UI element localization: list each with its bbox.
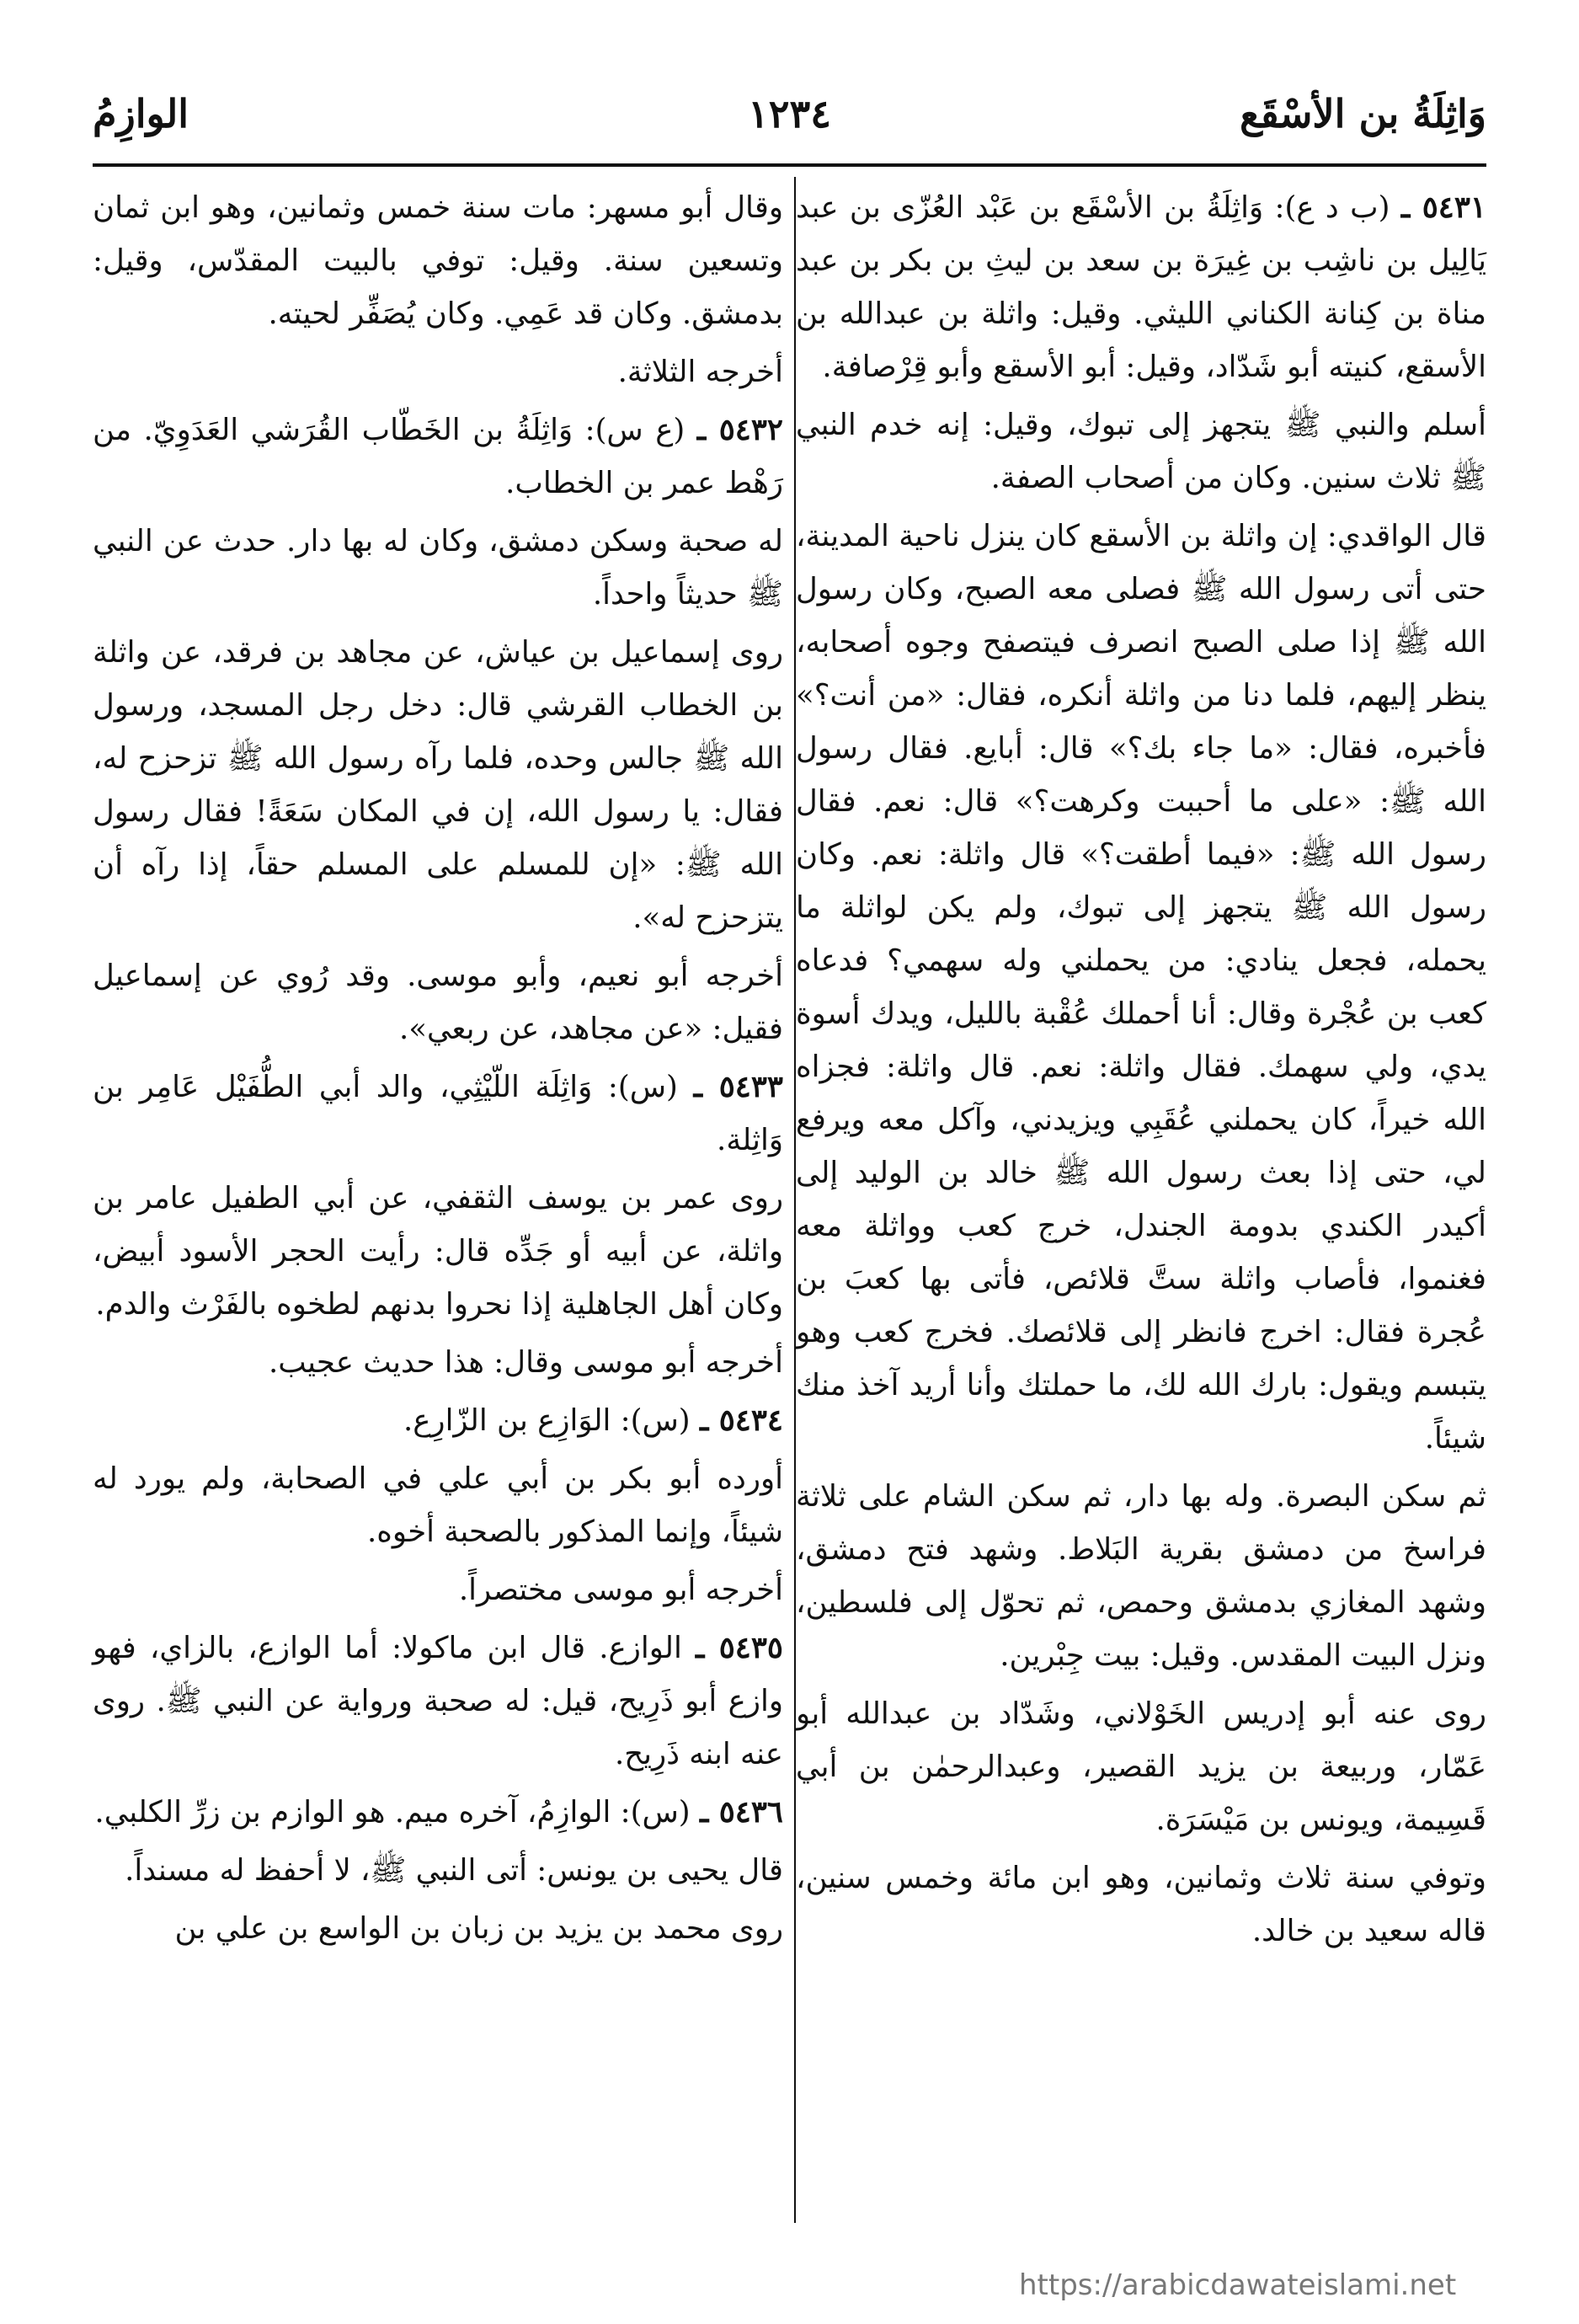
- paragraph-text: وقال أبو مسهر: مات سنة خمس وثمانين، وهو ابن ثمان وتسعين سنة. وقيل: توفي بالبيت المقدّس، وقيل: بدمشق. وكان قد عَمِي. وكان يُصَفِّر لحيته.: [93, 190, 783, 331]
- paragraph: [796, 181, 1486, 393]
- paragraph-text: قال الواقدي: إن واثلة بن الأسقع كان ينزل ناحية المدينة، حتى أتى رسول الله ﷺ فصلى معه الصبح، وكان رسول الله ﷺ إذا صلى الصبح انصرف فيتصفح وجوه أصحابه، ينظر إليهم، فلما دنا من واثلة أنكره، فقال: «من أنت؟» فأخبره، فقال: «ما جاء بك؟» قال: أبايع. فقال رسول الله ﷺ: «على ما أحببت وكرهت؟» قال: نعم. فقال رسول الله ﷺ: «فيما أطقت؟» قال واثلة: نعم. وكان رسول الله ﷺ يتجهز إلى تبوك، ولم يكن لواثلة ما يحمله، فجعل ينادي: من يحملني وله سهمي؟ فدعاه كعب بن عُجْرة وقال: أنا أحملك عُقْبة بالليل، ويدك أسوة يدي، ولي سهمك. فقال واثلة: نعم. قال واثلة: فجزاه الله خيراً، كان يحملني عُقَبِي ويزيدني، وآكل معه ويرفع لي، حتى إذا بعث رسول الله ﷺ خالد بن الوليد إلى أكيدر الكندي بدومة الجندل، خرج كعب وواثلة معه فغنموا، فأصاب واثلة ستَّ قلائص، فأتى بها كعبَ بن عُجرة فقال: اخرج فانظر إلى قلائصك. فخرج كعب وهو يتبسم ويقول: بارك الله لك، ما حملتك وأنا أريد آخذ منك شيئاً.: [796, 519, 1486, 1456]
- paragraph-text: الوازع. قال ابن ماكولا: أما الوازع، بالزاي، فهو وازع أبو ذَرِيح، قيل: له صحبة ورواية عن النبي ﷺ. روى عنه ابنه ذَرِيح.: [93, 1631, 783, 1771]
- source-watermark: https://arabicdawateislami.net: [1019, 2268, 1457, 2302]
- paragraph: [93, 515, 783, 621]
- entry-number: ٥٤٣٣ ـ: [693, 1070, 783, 1104]
- paragraph-text: أخرجه أبو موسى وقال: هذا حديث عجيب.: [268, 1345, 783, 1380]
- entry-number: ٥٤٣٢ ـ: [696, 413, 783, 447]
- paragraph-text: (ع س): وَاثِلَةُ بن الخَطّاب القُرَشي العَدَوِيّ. من رَهْط عمر بن الخطاب.: [93, 413, 783, 500]
- paragraph: [93, 1172, 783, 1331]
- paragraph: [796, 510, 1486, 1465]
- paragraph-text: (ب د ع): وَاثِلَةُ بن الأسْقَع بن عَبْد العُزّى بن عبد يَالِيل بن ناشِب بن غِيرَة بن سعد بن ليثِ بن بكر بن عبد مناة بن كِنانة الكناني الليثي. وقيل: واثلة بن عبدالله بن الأسقع، كنيته أبو شَدّاد، وقيل: أبو الأسقع وأبو قِرْصافة.: [796, 190, 1486, 384]
- paragraph: [93, 1060, 783, 1167]
- paragraph: [93, 626, 783, 944]
- entry-number: ٥٤٣١ ـ: [1400, 190, 1486, 225]
- paragraph: [796, 1687, 1486, 1846]
- paragraph-text: أسلم والنبي ﷺ يتجهز إلى تبوك، وقيل: إنه خدم النبي ﷺ ثلاث سنين. وكان من أصحاب الصفة.: [796, 408, 1486, 495]
- right-column: [796, 181, 1486, 1963]
- paragraph-text: أخرجه أبو موسى مختصراً.: [458, 1573, 783, 1607]
- paragraph: [93, 403, 783, 510]
- paragraph-text: روى محمد بن يزيد بن زبان بن الواسع بن علي بن: [174, 1911, 783, 1946]
- left-column: [93, 181, 783, 1960]
- entry-number: ٥٤٣٦ ـ: [699, 1795, 783, 1830]
- page-header: [93, 76, 1486, 152]
- paragraph-text: أورده أبو بكر بن أبي علي في الصحابة، ولم يورد له شيئاً، وإنما المذكور بالصحبة أخوه.: [93, 1461, 783, 1549]
- paragraph: [796, 398, 1486, 505]
- header-rule: [93, 163, 1486, 167]
- paragraph: [93, 1336, 783, 1389]
- paragraph-text: له صحبة وسكن دمشق، وكان له بها دار. حدث عن النبي ﷺ حديثاً واحداً.: [93, 524, 783, 612]
- running-title-left: الوازِمُ: [93, 91, 189, 136]
- entry-number: ٥٤٣٤ ـ: [699, 1403, 783, 1438]
- paragraph: [93, 1902, 783, 1955]
- paragraph: [93, 181, 783, 340]
- paragraph-text: ثم سكن البصرة. وله بها دار، ثم سكن الشام على ثلاثة فراسخ من دمشق بقرية البَلاط. وشهد فتح دمشق، وشهد المغازي بدمشق وحمص، ثم تحوّل إلى فلسطين، ونزل البيت المقدس. وقيل: بيت جِبْرين.: [796, 1479, 1486, 1673]
- paragraph-text: (س): الوَازِع بن الزّارِع.: [403, 1403, 691, 1438]
- paragraph: [93, 1621, 783, 1781]
- paragraph: [93, 1786, 783, 1839]
- paragraph-text: (س): وَاثِلَة اللّيْثِي، والد أبي الطُّفَيْل عَامِر بن وَاثِلة.: [93, 1070, 783, 1157]
- paragraph-text: قال يحيى بن يونس: أتى النبي ﷺ، لا أحفظ له مسنداً.: [125, 1853, 783, 1888]
- paragraph: [93, 1394, 783, 1447]
- paragraph-text: روى عنه أبو إدريس الخَوْلاني، وشَدّاد بن عبدالله أبو عَمّار، وربيعة بن يزيد القصير، وعبدالرحمٰن بن أبي قَسِيمة، ويونس بن مَيْسَرَة.: [796, 1696, 1486, 1837]
- paragraph: [93, 1563, 783, 1616]
- paragraph: [796, 1470, 1486, 1682]
- paragraph: [93, 949, 783, 1055]
- paragraph-text: روى عمر بن يوسف الثقفي، عن أبي الطفيل عامر بن واثلة، عن أبيه أو جَدِّه قال: رأيت الحجر الأسود أبيض، وكان أهل الجاهلية إذا نحروا بدنهم لطخوه بالفَرْث والدم.: [93, 1181, 783, 1322]
- paragraph-text: (س): الوازِمُ، آخره ميم. هو الوازم بن زرِّ الكلبي.: [94, 1795, 691, 1830]
- entry-number: ٥٤٣٥ ـ: [696, 1631, 783, 1665]
- paragraph-text: أخرجه الثلاثة.: [617, 355, 783, 389]
- page-number: ١٢٣٤: [748, 91, 831, 136]
- paragraph-text: وتوفي سنة ثلاث وثمانين، وهو ابن مائة وخمس سنين، قاله سعيد بن خالد.: [796, 1861, 1486, 1948]
- paragraph-text: روى إسماعيل بن عياش، عن مجاهد بن فرقد، عن واثلة بن الخطاب القرشي قال: دخل رجل المسجد، ورسول الله ﷺ جالس وحده، فلما رآه رسول الله ﷺ تزحزح له، فقال: يا رسول الله، إن في المكان سَعَةً! فقال رسول الله ﷺ: «إن للمسلم على المسلم حقاً، إذا رآه أن يتزحزح له».: [93, 635, 783, 935]
- paragraph: [796, 1851, 1486, 1958]
- paragraph-text: أخرجه أبو نعيم، وأبو موسى. وقد رُوي عن إسماعيل فقيل: «عن مجاهد، عن ربعي».: [93, 959, 783, 1046]
- paragraph: [93, 1844, 783, 1897]
- paragraph: [93, 1452, 783, 1558]
- paragraph: [93, 345, 783, 398]
- running-title-right: وَاثِلَةُ بن الأسْقَع: [1240, 91, 1486, 136]
